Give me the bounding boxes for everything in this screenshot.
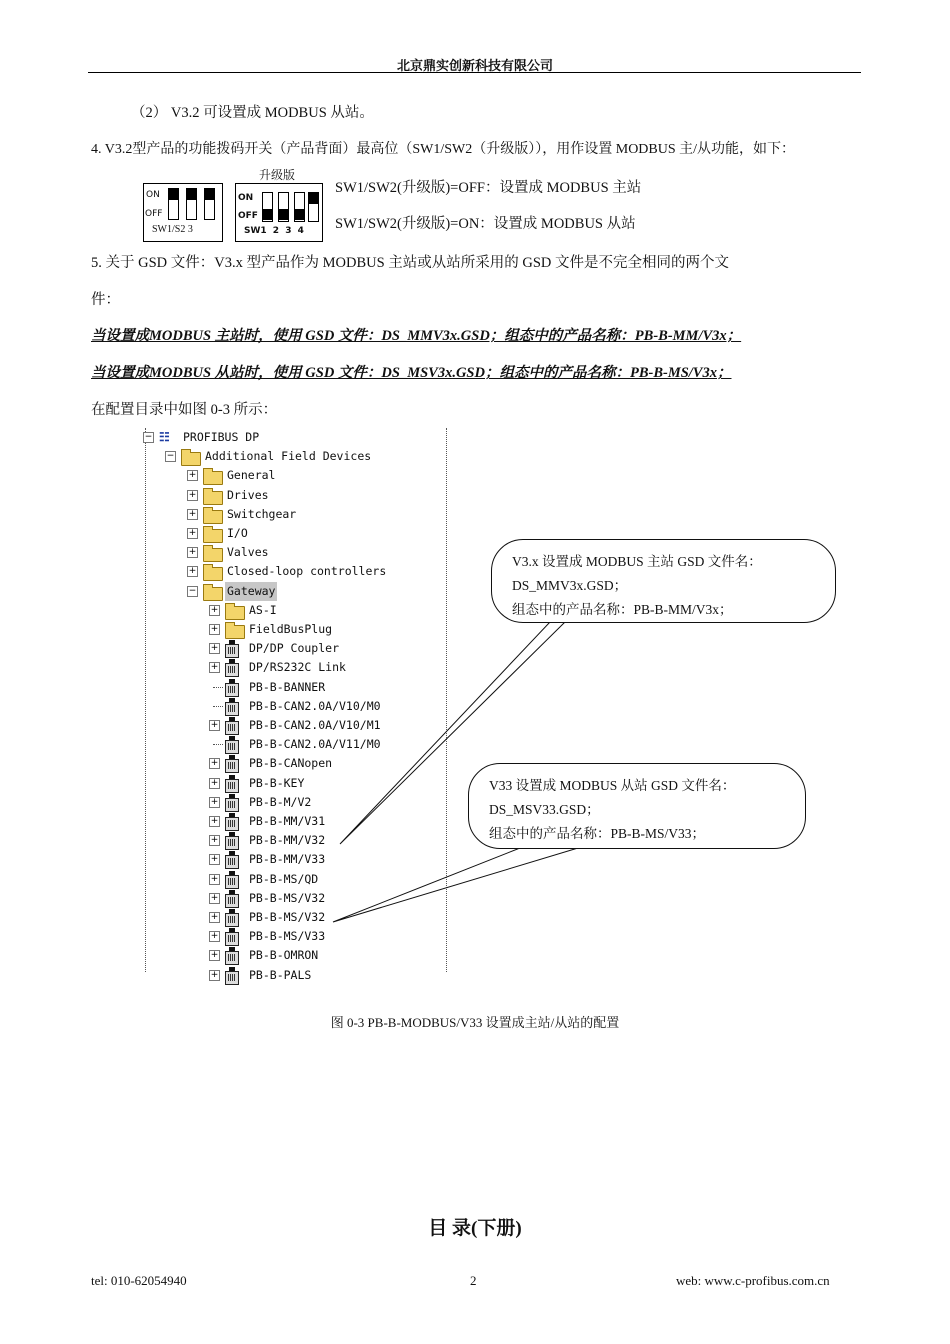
tree-node-label: Valves — [227, 545, 269, 560]
item-4-text: 4. V3.2型产品的功能拨码开关（产品背面）最高位（SW1/SW2（升级版）），用作设置 MODBUS 主/从功能，如下： — [91, 142, 796, 157]
config-intro-text: 在配置目录中如图 0-3 所示： — [91, 402, 278, 418]
figure-caption: 图 0-3 PB-B-MODBUS/V33 设置成主站/从站的配置 — [330, 1015, 620, 1030]
expand-icon[interactable]: + — [188, 528, 197, 538]
tree-node-label: Drives — [227, 487, 269, 502]
expand-icon[interactable]: + — [210, 950, 219, 961]
dip-left-caption: SW1/S2 3 — [152, 224, 193, 235]
master-callout-line-3: 组态中的产品名称：PB-B-MM/V3x； — [512, 602, 733, 617]
expand-icon[interactable]: + — [210, 854, 219, 865]
tree-node-label: PB-B-OMRON — [249, 948, 319, 963]
expand-icon[interactable]: + — [210, 777, 219, 788]
expand-icon[interactable]: + — [210, 931, 219, 942]
tree-node-label: PB-B-MS/QD — [249, 871, 319, 886]
setting-off-text: SW1/SW2(升级版)=OFF：设置成 MODBUS 主站 — [335, 180, 642, 196]
setting-on-text: SW1/SW2(升级版)=ON：设置成 MODBUS 从站 — [335, 216, 636, 232]
collapse-icon[interactable]: − — [188, 585, 197, 596]
tree-node-label: Closed-loop controllers — [227, 564, 387, 579]
tree-node-label: DP/RS232C Link — [249, 660, 346, 675]
dip-on-label: ON — [238, 193, 254, 203]
network-icon: ☷ — [159, 430, 170, 444]
dip-off-label: OFF — [145, 209, 163, 219]
collapse-icon[interactable]: − — [166, 451, 175, 462]
tree-node-label: I/O — [227, 526, 248, 540]
tree-node-label: PB-B-CAN2.0A/V10/M1 — [249, 718, 381, 732]
footer-web: web: www.c-profibus.com.cn — [676, 1273, 830, 1288]
expand-icon[interactable]: + — [210, 892, 219, 903]
tree-node-label: Switchgear — [227, 506, 297, 521]
expand-icon[interactable]: + — [210, 720, 219, 730]
tree-node-label: PB-B-CAN2.0A/V11/M0 — [249, 737, 381, 752]
footer-tel: tel: 010-62054940 — [91, 1273, 187, 1288]
tree-node-label: DP/DP Coupler — [249, 641, 340, 656]
expand-icon[interactable]: + — [210, 624, 219, 634]
expand-icon[interactable]: + — [210, 758, 219, 769]
running-header: 北京鼎实创新科技有限公司 — [396, 59, 553, 74]
tree-node-label: PB-B-PALS — [249, 967, 312, 982]
footer-page-number: 2 — [470, 1273, 477, 1288]
tree-node-label: AS-I — [249, 602, 277, 617]
expand-icon[interactable]: + — [210, 816, 219, 826]
tree-node-label: PB-B-MS/V32 — [249, 890, 326, 905]
item-5-line-1: 5. 关于 GSD 文件：V3.x 型产品作为 MODBUS 主站或从站所采用的 GSD 文件是不完全相同的两个文 — [91, 255, 730, 271]
collapse-icon[interactable]: − — [144, 432, 153, 442]
master-callout — [491, 539, 836, 623]
dip-on-label: ON — [146, 190, 160, 200]
tree-node-label: PB-B-MS/V32 — [249, 910, 326, 924]
expand-icon[interactable]: + — [188, 566, 197, 577]
expand-icon[interactable]: + — [188, 489, 197, 500]
expand-icon[interactable]: + — [188, 508, 197, 519]
slave-gsd-note: 当设置成MODBUS 从站时，使用 GSD 文件：DS_MSV3x.GSD；组态中的产品名称：PB-B-MS/V3x； — [91, 365, 732, 381]
expand-icon[interactable]: + — [210, 969, 219, 980]
expand-icon[interactable]: + — [210, 662, 219, 673]
tree-node-label: PB-B-KEY — [249, 775, 305, 790]
tree-node-label: PB-B-BANNER — [249, 679, 326, 694]
toc-title: 目 录(下册) — [428, 1218, 522, 1239]
expand-icon[interactable]: + — [210, 796, 219, 807]
tree-node-label: Additional Field Devices — [205, 449, 372, 464]
master-callout-line-2: DS_MMV3x.GSD； — [512, 578, 628, 593]
expand-icon[interactable]: + — [210, 873, 219, 884]
tree-node-label: PB-B-CANopen — [249, 756, 333, 771]
tree-node-label: PROFIBUS DP — [183, 430, 260, 444]
dip-upgrade-label: 升级版 — [259, 168, 296, 182]
tree-node-label: Gateway — [225, 582, 277, 601]
tree-node-label: PB-B-MM/V31 — [249, 814, 326, 828]
slave-callout-line-3: 组态中的产品名称：PB-B-MS/V33； — [489, 826, 706, 841]
expand-icon[interactable]: + — [188, 547, 197, 558]
expand-icon[interactable]: + — [210, 835, 219, 846]
slave-callout-line-2: DS_MSV33.GSD； — [489, 802, 600, 817]
item-5-line-2: 件： — [91, 292, 120, 308]
master-gsd-note: 当设置成MODBUS 主站时，使用 GSD 文件：DS_MMV3x.GSD；组态中的产品名称：PB-B-MM/V3x； — [91, 328, 742, 344]
tree-node-label: PB-B-MM/V32 — [249, 833, 326, 848]
tree-node-label: PB-B-MM/V33 — [249, 852, 326, 867]
master-callout-line-1: V3.x 设置成 MODBUS 主站 GSD 文件名： — [512, 554, 762, 569]
dip-right-caption: SW1 2 3 4 — [244, 226, 304, 236]
item-2-text: （2） V3.2 可设置成 MODBUS 从站。 — [131, 105, 374, 121]
tree-node-label: PB-B-M/V2 — [249, 794, 312, 809]
slave-callout-line-1: V33 设置成 MODBUS 从站 GSD 文件名： — [489, 778, 736, 793]
slave-callout-leader — [333, 848, 578, 922]
tree-node-label: PB-B-CAN2.0A/V10/M0 — [249, 698, 381, 713]
slave-callout — [468, 763, 806, 849]
tree-node-label: General — [227, 468, 276, 483]
expand-icon[interactable]: + — [210, 643, 219, 654]
tree-node-label: PB-B-MS/V33 — [249, 929, 326, 944]
expand-icon[interactable]: + — [210, 604, 219, 615]
tree-node-label: FieldBusPlug — [249, 622, 333, 636]
expand-icon[interactable]: + — [210, 912, 219, 922]
expand-icon[interactable]: + — [188, 470, 197, 481]
dip-off-label: OFF — [238, 211, 258, 221]
